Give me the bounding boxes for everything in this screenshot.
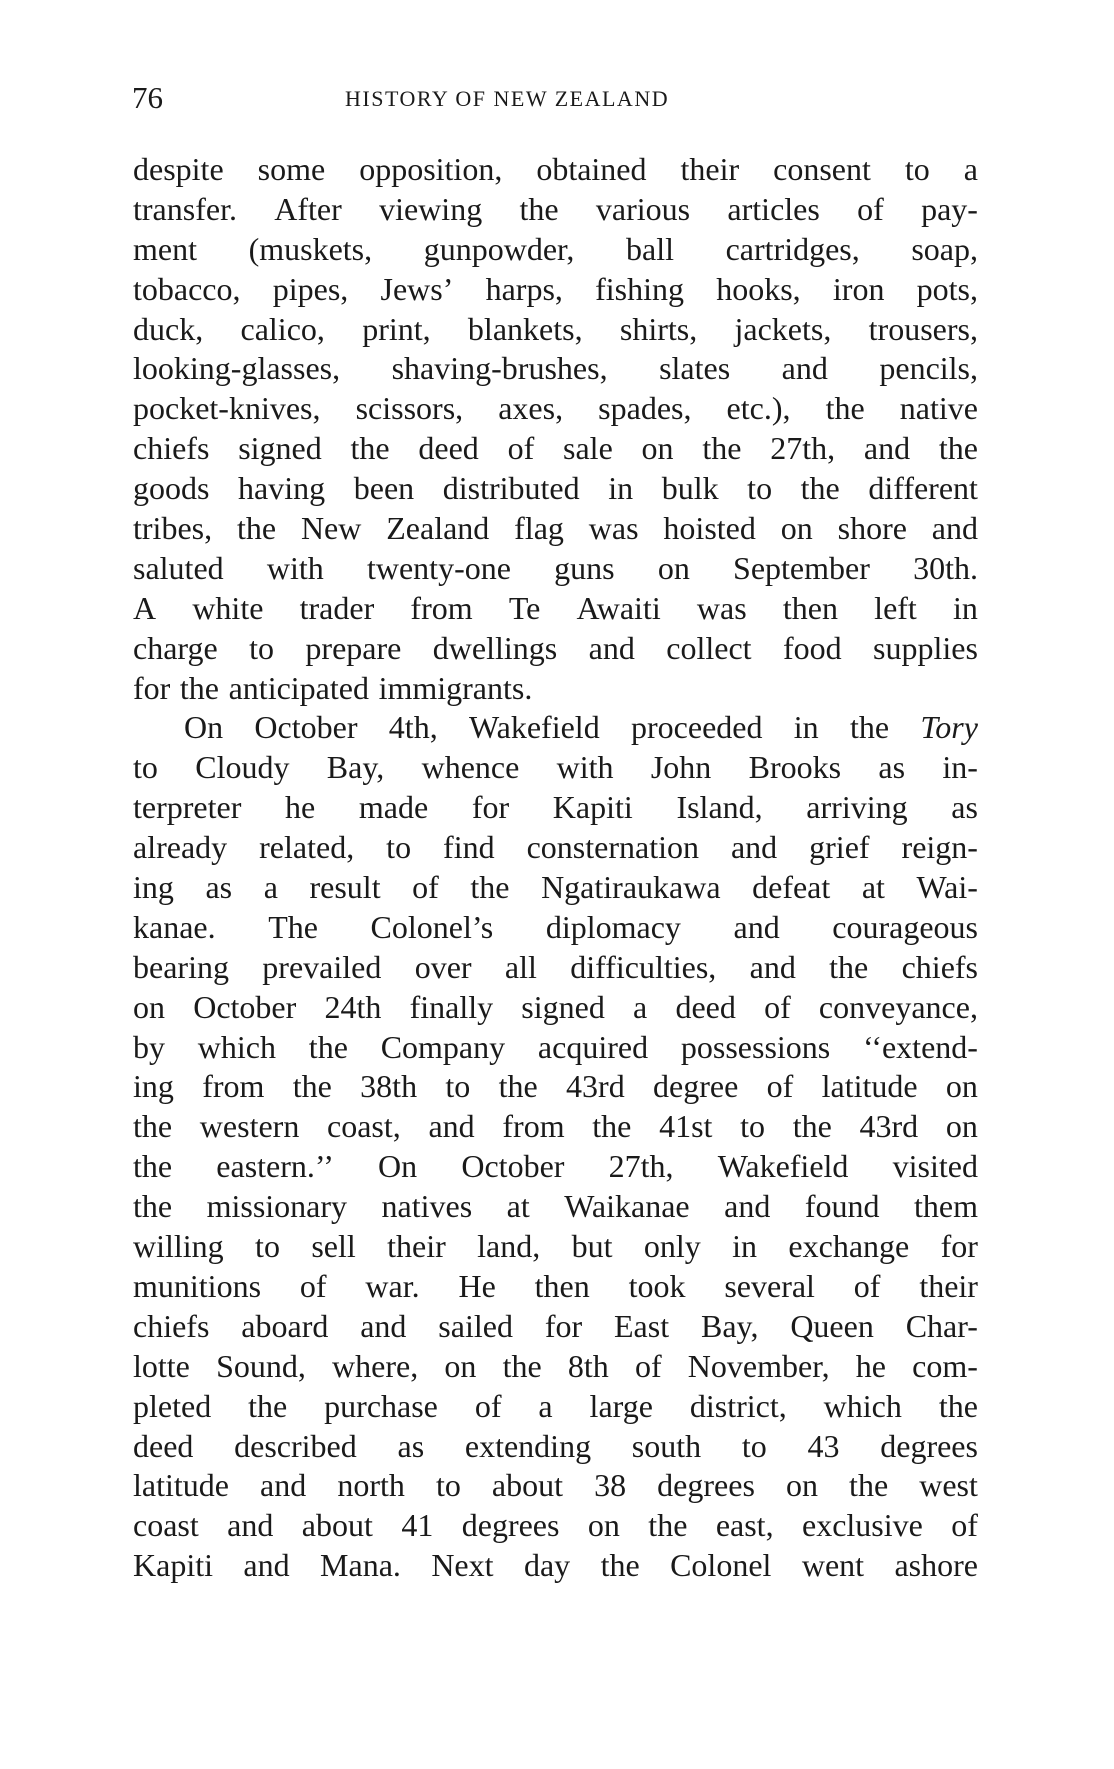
text-line: chiefs aboard and sailed for East Bay, Queen Char- bbox=[133, 1307, 978, 1344]
text-line: saluted with twenty-one guns on September 30th. bbox=[133, 549, 978, 586]
text-line: A white trader from Te Awaiti was then left in bbox=[133, 589, 978, 626]
text-line: tribes, the New Zealand flag was hoisted on shore and bbox=[133, 510, 978, 547]
text-line: chiefs signed the deed of sale on the 27th, and the bbox=[133, 430, 978, 467]
text-line: munitions of war. He then took several of their bbox=[133, 1267, 978, 1304]
text-line: the missionary natives at Waikanae and found them bbox=[133, 1188, 978, 1225]
text-line: to Cloudy Bay, whence with John Brooks as in- bbox=[133, 749, 978, 786]
text-line: coast and about 41 degrees on the east, exclusive of bbox=[133, 1507, 978, 1544]
body-text bbox=[133, 150, 978, 1586]
text-line: for the anticipated immigrants. bbox=[133, 669, 533, 706]
text-line: looking-glasses, shaving-brushes, slates and pencils, bbox=[133, 350, 978, 387]
text-line: deed described as extending south to 43 degrees bbox=[133, 1427, 978, 1464]
text-line: ing as a result of the Ngatiraukawa defeat at Wai- bbox=[133, 869, 978, 906]
text-line: duck, calico, print, blankets, shirts, jackets, trousers, bbox=[133, 310, 978, 347]
text-line: willing to sell their land, but only in exchange for bbox=[133, 1228, 978, 1265]
text-line: ment (muskets, gunpowder, ball cartridges, soap, bbox=[133, 230, 978, 267]
page-number: 76 bbox=[132, 80, 163, 115]
text-line: tobacco, pipes, Jews’ harps, fishing hooks, iron pots, bbox=[133, 270, 978, 307]
text-line: Kapiti and Mana. Next day the Colonel went ashore bbox=[133, 1547, 978, 1584]
text-line: the eastern.’’ On October 27th, Wakefield visited bbox=[133, 1148, 978, 1185]
text-line: charge to prepare dwellings and collect food supplies bbox=[133, 629, 978, 666]
text-line: latitude and north to about 38 degrees on the west bbox=[133, 1467, 978, 1504]
text-line: bearing prevailed over all difficulties, and the chiefs bbox=[133, 948, 978, 985]
text-line: lotte Sound, where, on the 8th of November, he com- bbox=[133, 1347, 978, 1384]
text-line: pocket-knives, scissors, axes, spades, etc.), the native bbox=[133, 390, 978, 427]
text-line: pleted the purchase of a large district, which the bbox=[133, 1387, 978, 1424]
text-line: goods having been distributed in bulk to the different bbox=[133, 470, 978, 507]
text-line: on October 24th finally signed a deed of conveyance, bbox=[133, 988, 978, 1025]
text-line: terpreter he made for Kapiti Island, arriving as bbox=[133, 789, 978, 826]
running-head: HISTORY OF NEW ZEALAND bbox=[345, 86, 670, 111]
text-line: already related, to find consternation and grief reign- bbox=[133, 829, 978, 866]
text-line: ing from the 38th to the 43rd degree of latitude on bbox=[133, 1068, 978, 1105]
text-line: kanae. The Colonel’s diplomacy and courageous bbox=[133, 908, 978, 945]
text-line: by which the Company acquired possessions ‘‘extend- bbox=[133, 1028, 978, 1065]
text-line: transfer. After viewing the various articles of pay- bbox=[133, 190, 978, 227]
text-line: On October 4th, Wakefield proceeded in the Tory bbox=[184, 709, 978, 746]
text-line: despite some opposition, obtained their consent to a bbox=[133, 151, 978, 187]
text-line: the western coast, and from the 41st to the 43rd on bbox=[133, 1108, 978, 1145]
